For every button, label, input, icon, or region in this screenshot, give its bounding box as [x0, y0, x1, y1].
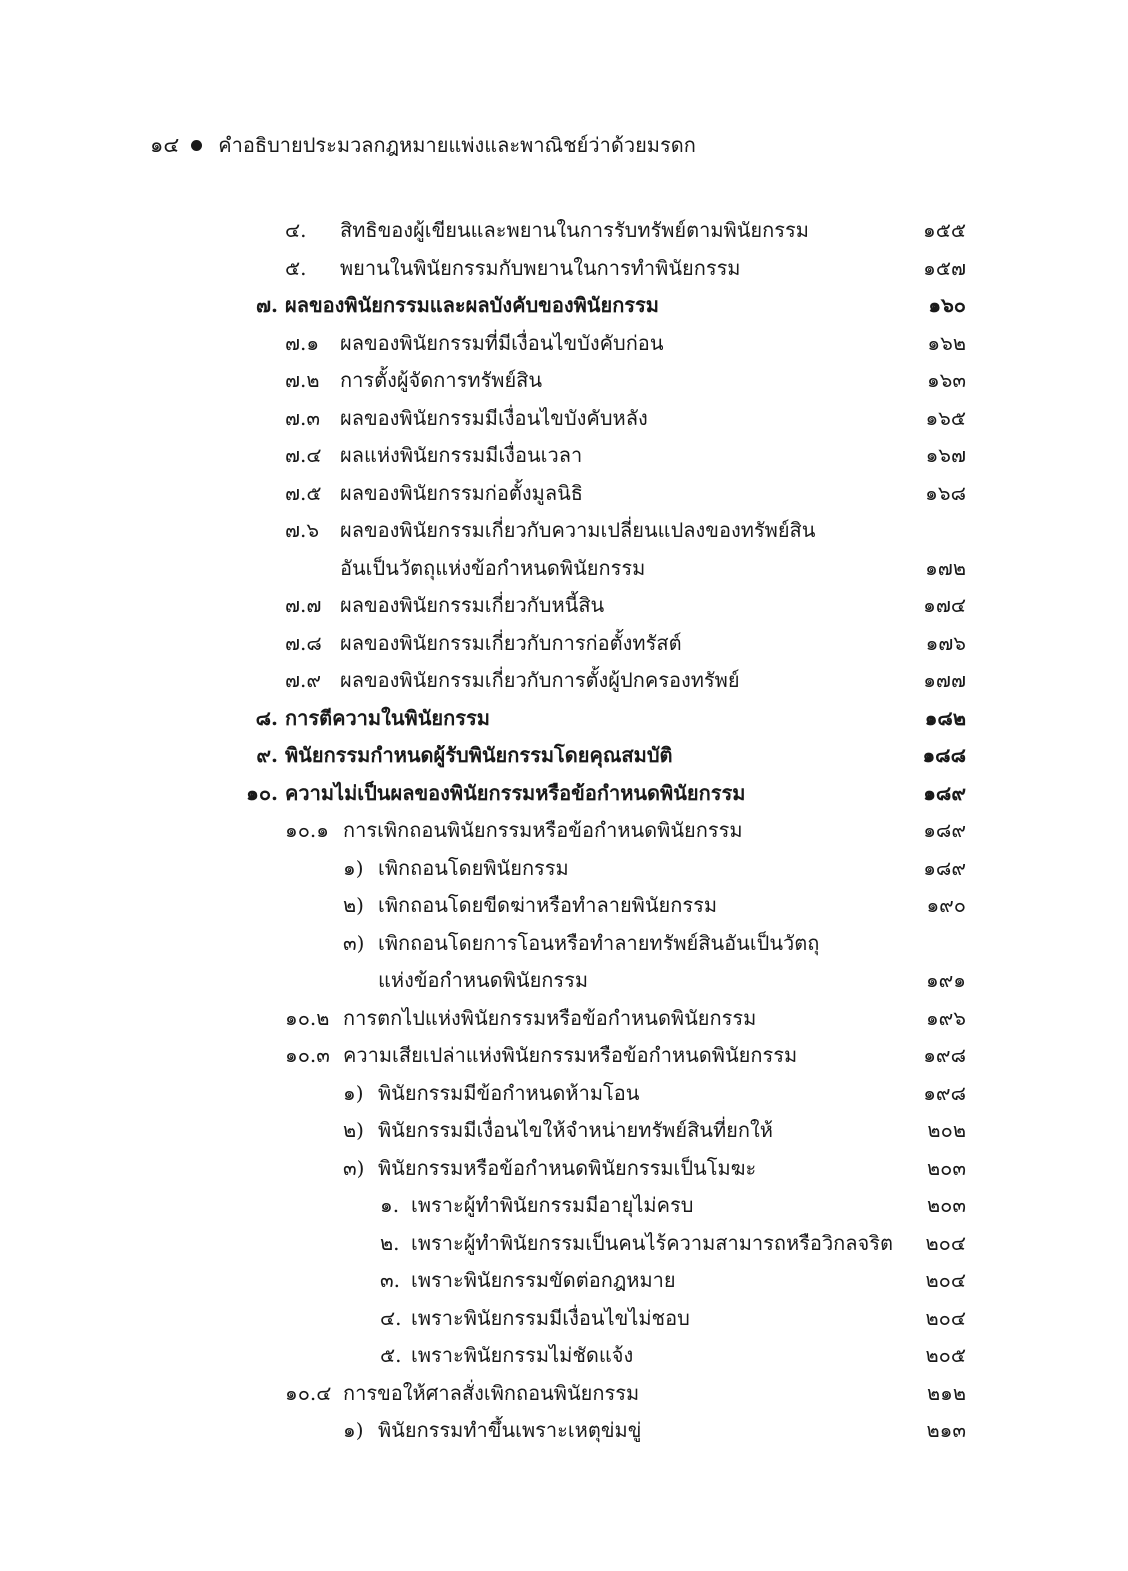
- toc-entry-title: พินัยกรรมกำหนดผู้รับพินัยกรรมโดยคุณสมบัติ: [285, 743, 673, 767]
- toc-entry-page: ๒๑๓: [926, 1418, 966, 1442]
- toc-entry-title: ผลของพินัยกรรมเกี่ยวกับการก่อตั้งทรัสต์: [340, 630, 682, 655]
- toc-entry: [0, 470, 1128, 507]
- toc-entry-title: ความเสียเปล่าแห่งพินัยกรรมหรือข้อกำหนดพินัยกรรม: [343, 1043, 798, 1067]
- toc-entry-number: ๗.๕: [285, 480, 322, 505]
- toc-entry-page: ๑๖๐: [928, 293, 966, 317]
- toc-entry-title: การตกไปแห่งพินัยกรรมหรือข้อกำหนดพินัยกรรม: [343, 1005, 757, 1030]
- toc-entry-title: ผลแห่งพินัยกรรมมีเงื่อนเวลา: [340, 443, 583, 467]
- toc-entry-page: ๑๘๘: [922, 743, 966, 767]
- toc-entry-title: เพราะพินัยกรรมขัดต่อกฎหมาย: [411, 1268, 676, 1292]
- toc-entry-title: พินัยกรรมหรือข้อกำหนดพินัยกรรมเป็นโมฆะ: [378, 1155, 757, 1180]
- toc-entry: [0, 1332, 1128, 1369]
- toc-entry-number: ๑๐.๒: [285, 1005, 330, 1030]
- toc-entry-title: พินัยกรรมมีข้อกำหนดห้ามโอน: [378, 1080, 640, 1105]
- toc-entry-number: ๑๐.๑: [285, 818, 329, 842]
- toc-entry: [0, 1370, 1128, 1407]
- toc-entry-title: ผลของพินัยกรรมที่มีเงื่อนไขบังคับก่อน: [340, 330, 664, 355]
- toc-entry-title: การตีความในพินัยกรรม: [285, 705, 490, 730]
- toc-entry: [0, 807, 1128, 844]
- toc-entry-page: ๑๕๗: [923, 255, 966, 280]
- toc-entry: [0, 432, 1128, 469]
- toc-entry-page: ๒๐๕: [925, 1343, 966, 1367]
- toc-entry-number: ๘.: [255, 705, 278, 730]
- toc-entry-number: ๙.: [256, 743, 278, 767]
- toc-entry-page: ๑๘๙: [923, 818, 966, 842]
- toc-entry: [0, 1220, 1128, 1257]
- toc-entry-title: เพราะพินัยกรรมไม่ชัดแจ้ง: [411, 1343, 634, 1367]
- toc-entry-title: สิทธิของผู้เขียนและพยานในการรับทรัพย์ตามพินัยกรรม: [340, 218, 809, 242]
- toc-entry: [0, 1070, 1128, 1107]
- toc-entry-page: ๑๘๙: [923, 855, 966, 880]
- toc-entry-page: ๑๘๒: [924, 705, 966, 730]
- toc-entry: [0, 1145, 1128, 1182]
- toc-entry-page: ๑๘๙: [923, 780, 966, 805]
- toc-entry-number: ๑): [343, 855, 364, 880]
- toc-entry-page: ๒๐๔: [925, 1305, 966, 1330]
- toc-entry: [0, 995, 1128, 1032]
- toc-entry-page: ๑๙๘: [923, 1080, 966, 1105]
- toc-entry-title: พินัยกรรมทำขึ้นเพราะเหตุข่มขู่: [378, 1418, 642, 1442]
- toc-entry-number: ๑๐.: [246, 780, 278, 805]
- toc-entry: [0, 732, 1128, 769]
- toc-entry-page: ๑๗๗: [923, 668, 966, 692]
- running-header: [150, 130, 696, 160]
- toc-entry: [0, 620, 1128, 657]
- toc-entry-number: ๗.๑: [285, 330, 320, 355]
- toc-entry-number: ๓): [343, 1155, 365, 1180]
- toc-entry-number: ๕.: [285, 255, 307, 280]
- toc-entry: [0, 207, 1128, 244]
- toc-entry-number: ๗.๔: [285, 443, 322, 467]
- toc-entry-number: ๗.๓: [285, 405, 321, 430]
- toc-entry-number: ๑๐.๓: [285, 1043, 330, 1067]
- toc-entry: [0, 1295, 1128, 1332]
- toc-entry-number: ๑๐.๔: [285, 1380, 332, 1405]
- toc-entry-title: เพราะผู้ทำพินัยกรรมมีอายุไม่ครบ: [411, 1193, 694, 1217]
- toc-entry-title: แห่งข้อกำหนดพินัยกรรม: [378, 968, 589, 992]
- toc-entry-page: ๒๐๓: [926, 1193, 966, 1217]
- toc-entry-page: ๑๖๓: [926, 368, 966, 392]
- toc-entry-number: ๕.: [380, 1343, 402, 1367]
- toc-entry-page: ๒๐๔: [925, 1230, 966, 1255]
- toc-entry-number: ๔.: [285, 218, 307, 242]
- toc-entry-number: ๗.๗: [285, 593, 322, 617]
- toc-entry-number: ๗.๖: [285, 518, 320, 542]
- toc-entry-page: ๑๖๕: [925, 405, 966, 430]
- toc-entry-title: การตั้งผู้จัดการทรัพย์สิน: [340, 368, 543, 392]
- toc-entry-number: ๗.๒: [285, 368, 320, 392]
- toc-entry: [0, 395, 1128, 432]
- toc-entry-page: ๑๗๒: [925, 555, 966, 580]
- toc-entry-page: ๒๐๓: [926, 1155, 966, 1180]
- toc-entry-title: ผลของพินัยกรรมมีเงื่อนไขบังคับหลัง: [340, 405, 648, 430]
- toc-entry-title: อันเป็นวัตถุแห่งข้อกำหนดพินัยกรรม: [340, 555, 646, 580]
- toc-entry: [0, 920, 1128, 957]
- toc-entry-page: ๒๐๒: [927, 1118, 966, 1142]
- toc-entry-page: ๑๙๑: [925, 968, 966, 992]
- toc-entry-number: ๑): [343, 1418, 364, 1442]
- toc-entry-page: ๑๖๘: [925, 480, 966, 505]
- toc-entry: [0, 1107, 1128, 1144]
- toc-entry-number: ๓): [343, 930, 365, 955]
- toc-entry-page: ๑๙๘: [923, 1043, 966, 1067]
- toc-entry-page: ๑๖๒: [927, 330, 966, 355]
- toc-entry-page: ๑๕๕: [923, 218, 966, 242]
- toc-entry-number: ๒): [343, 1118, 364, 1142]
- page-number: ๑๔: [150, 132, 180, 157]
- toc-entry-number: ๔.: [380, 1305, 402, 1330]
- toc-entry-title: เพราะผู้ทำพินัยกรรมเป็นคนไร้ความสามารถหรือวิกลจริต: [411, 1230, 893, 1255]
- toc-entry-page: ๒๑๒: [926, 1380, 966, 1405]
- toc-entry-page: ๑๖๗: [925, 443, 966, 467]
- toc-entry: [0, 545, 1128, 582]
- toc-entry-title: การขอให้ศาลสั่งเพิกถอนพินัยกรรม: [343, 1380, 640, 1405]
- toc-entry-number: ๗.: [255, 293, 278, 317]
- toc-entry-number: ๓.: [380, 1268, 401, 1292]
- toc-entry-title: ผลของพินัยกรรมเกี่ยวกับความเปลี่ยนแปลงของทรัพย์สิน: [340, 518, 816, 542]
- toc-entry: [0, 882, 1128, 919]
- toc-entry: [0, 245, 1128, 282]
- toc-entry-number: ๒.: [380, 1230, 400, 1255]
- bullet-dot-icon: [191, 140, 202, 151]
- toc-entry: [0, 1407, 1128, 1444]
- toc-entry-title: การเพิกถอนพินัยกรรมหรือข้อกำหนดพินัยกรรม: [343, 818, 743, 842]
- toc-entry: [0, 957, 1128, 994]
- toc-entry-number: ๒): [343, 893, 364, 917]
- toc-entry-number: ๗.๘: [285, 630, 322, 655]
- toc-entry-number: ๑.: [380, 1193, 400, 1217]
- toc-entry: [0, 1182, 1128, 1219]
- toc-entry-title: เพิกถอนโดยขีดฆ่าหรือทำลายพินัยกรรม: [378, 893, 718, 917]
- toc-entry: [0, 1032, 1128, 1069]
- toc-entry: [0, 1257, 1128, 1294]
- toc-entry-number: ๗.๙: [285, 668, 322, 692]
- toc-entry: [0, 657, 1128, 694]
- toc-entry-page: ๑๗๖: [925, 630, 966, 655]
- toc-entry-title: เพิกถอนโดยพินัยกรรม: [378, 855, 569, 880]
- toc-entry: [0, 357, 1128, 394]
- toc-entry: [0, 507, 1128, 544]
- toc-entry-page: ๒๐๔: [925, 1268, 966, 1292]
- book-title: คำอธิบายประมวลกฎหมายแพ่งและพาณิชย์ว่าด้วยมรดก: [218, 133, 696, 157]
- toc-entry: [0, 770, 1128, 807]
- toc-entry-page: ๑๙๖: [925, 1005, 966, 1030]
- toc-entry-title: ผลของพินัยกรรมก่อตั้งมูลนิธิ: [340, 480, 583, 505]
- toc-entry: [0, 695, 1128, 732]
- toc-entry-title: ความไม่เป็นผลของพินัยกรรมหรือข้อกำหนดพินัยกรรม: [285, 780, 746, 805]
- toc-entry-title: ผลของพินัยกรรมเกี่ยวกับหนี้สิน: [340, 593, 605, 617]
- toc-entry-number: ๑): [343, 1080, 364, 1105]
- toc-entry: [0, 320, 1128, 357]
- toc-entry: [0, 282, 1128, 319]
- toc-entry-title: พินัยกรรมมีเงื่อนไขให้จำหน่ายทรัพย์สินที่ยกให้: [378, 1118, 773, 1142]
- toc-entry: [0, 845, 1128, 882]
- toc-entry-title: ผลของพินัยกรรมและผลบังคับของพินัยกรรม: [285, 293, 659, 317]
- toc-entry-page: ๑๙๐: [926, 893, 966, 917]
- toc-entry-title: พยานในพินัยกรรมกับพยานในการทำพินัยกรรม: [340, 255, 741, 280]
- toc-entry-title: ผลของพินัยกรรมเกี่ยวกับการตั้งผู้ปกครองทรัพย์: [340, 668, 740, 692]
- toc-entry-title: เพราะพินัยกรรมมีเงื่อนไขไม่ชอบ: [411, 1305, 690, 1330]
- toc-entry: [0, 582, 1128, 619]
- toc-entry-page: ๑๗๔: [923, 593, 966, 617]
- toc-entry-title: เพิกถอนโดยการโอนหรือทำลายทรัพย์สินอันเป็นวัตถุ: [378, 930, 820, 955]
